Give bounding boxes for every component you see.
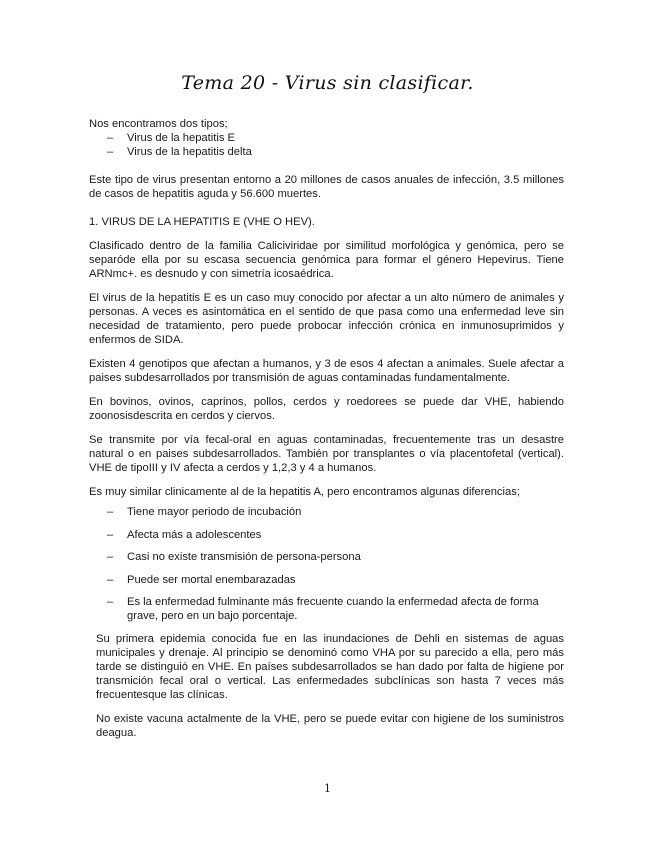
page-title: Tema 20 - Virus sin clasificar.: [181, 72, 474, 94]
paragraph: Se transmite por vía fecal-oral en aguas contaminadas, frecuentemente tras un desastre natural o en paises subdesarrollados. También por transplantes o vía placentofetal (vertical). VHE de tipoIII y IV afecta a cerdos y 1,2,3 y 4 a humanos.: [89, 434, 564, 474]
differences-list: [89, 505, 564, 623]
list-item: – Tiene mayor periodo de incubación: [89, 505, 564, 519]
paragraph: Clasificado dentro de la familia Caliciviridae por similitud morfológica y genómica, pero se separóde ella por su escasa secuencia genómica para formar el género Hepevirus. Tiene ARNmc+. es desnudo y con simetría icosaédrica.: [89, 240, 564, 280]
paragraph: Su primera epidemia conocida fue en las inundaciones de Dehli en sistemas de aguas municipales y drenaje. Al principio se denominó como VHA por su parecido a ella, pero más tarde se distinguió en VHE. En países subdesarrollados se han dado por falta de higiene por transmición fecal oral o vertical. Las enfermedades subclínicas son hasta 7 veces más frecuentesque las clínicas.: [96, 632, 564, 701]
paragraph: El virus de la hepatitis E es un caso muy conocido por afectar a un alto número de animales y personas. A veces es asintomática en el sentido de que pasa como una enfermedad leve sin necesidad de tratamiento, pero puede probocar infección crónica en inmunosuprimidos y enfermos de SIDA.: [89, 292, 564, 346]
virus-types-list: [89, 131, 564, 159]
page-number: 1: [324, 782, 331, 795]
section-heading: 1. VIRUS DE LA HEPATITIS E (VHE O HEV).: [89, 216, 315, 228]
paragraph: No existe vacuna actalmente de la VHE, pero se puede evitar con higiene de los suministros deagua.: [96, 712, 564, 739]
list-item: – Puede ser mortal enembarazadas: [89, 573, 564, 587]
summary-paragraph: Este tipo de virus presentan entorno a 20 millones de casos anuales de infección, 3.5 millones de casos de hepatitis aguda y 56.600 muertes.: [89, 174, 564, 200]
document-body: [89, 117, 564, 750]
paragraph: Existen 4 genotipos que afectan a humanos, y 3 de esos 4 afectan a animales. Suele afectar a paises subdesarrollados por transmisión de aguas contaminadas fundamentalmente.: [89, 358, 564, 384]
list-item: – Virus de la hepatitis delta: [89, 145, 564, 159]
list-item: – Afecta más a adolescentes: [89, 528, 564, 542]
list-item: – Es la enfermedad fulminante más frecuente cuando la enfermedad afecta de forma grave, pero en un bajo porcentaje.: [89, 595, 564, 623]
paragraph: Es muy similar clinicamente al de la hepatitis A, pero encontramos algunas diferencias;: [89, 486, 520, 498]
intro-text: Nos encontramos dos tipos;: [89, 118, 228, 130]
paragraph: En bovinos, ovinos, caprinos, pollos, cerdos y roedorees se puede dar VHE, habiendo zoonosisdescrita en cerdos y ciervos.: [89, 396, 564, 422]
list-item: – Casi no existe transmisión de persona-persona: [89, 550, 564, 564]
list-item: – Virus de la hepatitis E: [89, 131, 564, 145]
